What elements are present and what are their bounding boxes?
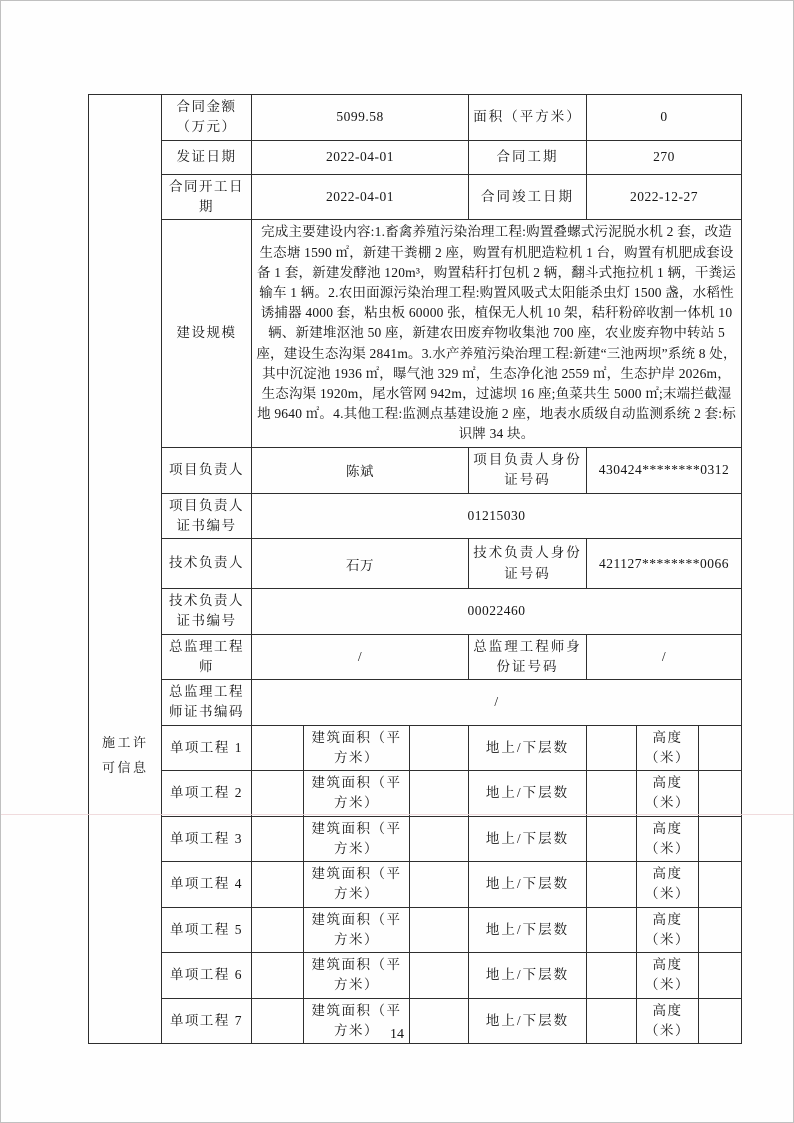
unit-project-name-value xyxy=(252,907,304,953)
unit-project-area-label: 建筑面积（平方米） xyxy=(304,953,410,999)
unit-project-area-label: 建筑面积（平方米） xyxy=(304,816,410,862)
contract-duration-value: 270 xyxy=(587,140,742,174)
unit-project-height-value xyxy=(699,771,742,817)
unit-project-row xyxy=(89,771,742,817)
unit-project-label: 单项工程 4 xyxy=(162,862,252,908)
unit-project-name-value xyxy=(252,725,304,771)
unit-project-height-value xyxy=(699,953,742,999)
unit-project-floors-value xyxy=(587,771,637,817)
chief-supervisor-id-label: 总监理工程师身份证号码 xyxy=(469,634,587,680)
unit-project-area-value xyxy=(410,907,469,953)
scale-value: 完成主要建设内容:1.畜禽养殖污染治理工程:购置叠螺式污泥脱水机 2 套，改造生态塘 1590 ㎡，新建干粪棚 2 座，购置有机肥造粒机 1 台，购置有机肥成套设备 1 套，新建发酵池 120m³，购置秸秆打包机 2 辆，翻斗式拖拉机 1 辆，干粪运输车 1 辆。2.农田面源污染治理工程:购置风吸式太阳能杀虫灯 1500 盏，水稻性诱捕器 4000 套，粘虫板 60000 张，植保无人机 10 架，秸秆粉碎收割一体机 10 辆、新建堆沤池 50 座，新建农田废弃物收集池 700 座，农业废弃物中转站 5 座，建设生态沟渠 2841m。3.水产养殖污染治理工程:新建“三池两坝”系统 8 处，其中沉淀池 1936 ㎡，曝气池 329 ㎡，生态净化池 2559 ㎡，生态护岸 2026m，生态沟渠 1920m，尾水管网 942m，过滤坝 16 座;鱼菜共生 5000 ㎡;末端拦截湿地 9640 ㎡。4.其他工程:监测点基建设施 2 座，地表水质级自动监测系统 2 套:标识牌 34 块。 xyxy=(252,220,742,448)
unit-project-area-value xyxy=(410,771,469,817)
unit-project-height-label: 高度（米） xyxy=(637,862,699,908)
construction-permit-table xyxy=(88,94,742,1044)
unit-project-label: 单项工程 3 xyxy=(162,816,252,862)
contract-amount-label: 合同金额（万元） xyxy=(162,95,252,141)
unit-project-height-value xyxy=(699,907,742,953)
unit-project-floors-value xyxy=(587,725,637,771)
unit-project-floors-label: 地上/下层数 xyxy=(469,998,587,1044)
unit-project-area-label: 建筑面积（平方米） xyxy=(304,725,410,771)
unit-project-floors-value xyxy=(587,816,637,862)
table-row xyxy=(89,634,742,680)
unit-project-name-value xyxy=(252,816,304,862)
table-row xyxy=(89,140,742,174)
tech-manager-cert-label: 技术负责人证书编号 xyxy=(162,589,252,635)
table-row xyxy=(89,493,742,539)
unit-project-floors-value xyxy=(587,862,637,908)
project-manager-label: 项目负责人 xyxy=(162,448,252,494)
chief-supervisor-label: 总监理工程师 xyxy=(162,634,252,680)
unit-project-floors-value xyxy=(587,907,637,953)
unit-project-height-value xyxy=(699,725,742,771)
unit-project-name-value xyxy=(252,862,304,908)
scale-label: 建设规模 xyxy=(162,220,252,448)
project-manager-cert-label: 项目负责人证书编号 xyxy=(162,493,252,539)
unit-project-floors-label: 地上/下层数 xyxy=(469,771,587,817)
unit-project-area-value xyxy=(410,725,469,771)
chief-supervisor-value: / xyxy=(252,634,469,680)
unit-project-floors-label: 地上/下层数 xyxy=(469,725,587,771)
contract-amount-value: 5099.58 xyxy=(252,95,469,141)
issue-date-value: 2022-04-01 xyxy=(252,140,469,174)
unit-project-area-value xyxy=(410,953,469,999)
unit-project-row xyxy=(89,953,742,999)
chief-supervisor-id-value: / xyxy=(587,634,742,680)
unit-project-area-value xyxy=(410,816,469,862)
chief-supervisor-cert-value: / xyxy=(252,680,742,726)
table-row xyxy=(89,680,742,726)
unit-project-floors-label: 地上/下层数 xyxy=(469,862,587,908)
table-row xyxy=(89,539,742,589)
unit-project-height-value xyxy=(699,816,742,862)
unit-project-row xyxy=(89,725,742,771)
unit-project-height-label: 高度（米） xyxy=(637,816,699,862)
tech-manager-id-value: 421127********0066 xyxy=(587,539,742,589)
tech-manager-label: 技术负责人 xyxy=(162,539,252,589)
unit-project-area-value xyxy=(410,862,469,908)
issue-date-label: 发证日期 xyxy=(162,140,252,174)
unit-project-area-label: 建筑面积（平方米） xyxy=(304,907,410,953)
unit-project-floors-value xyxy=(587,953,637,999)
tech-manager-id-label: 技术负责人身份证号码 xyxy=(469,539,587,589)
unit-project-area-label: 建筑面积（平方米） xyxy=(304,862,410,908)
unit-project-height-value xyxy=(699,862,742,908)
scan-artifact-line xyxy=(1,814,793,815)
table-row xyxy=(89,220,742,448)
area-value: 0 xyxy=(587,95,742,141)
table-row xyxy=(89,174,742,220)
contract-end-label: 合同竣工日期 xyxy=(469,174,587,220)
contract-end-value: 2022-12-27 xyxy=(587,174,742,220)
unit-project-height-label: 高度（米） xyxy=(637,771,699,817)
unit-project-label: 单项工程 7 xyxy=(162,998,252,1044)
contract-start-label: 合同开工日期 xyxy=(162,174,252,220)
unit-project-row xyxy=(89,816,742,862)
unit-project-label: 单项工程 6 xyxy=(162,953,252,999)
unit-project-floors-label: 地上/下层数 xyxy=(469,907,587,953)
unit-project-height-label: 高度（米） xyxy=(637,725,699,771)
chief-supervisor-cert-label: 总监理工程师证书编码 xyxy=(162,680,252,726)
contract-duration-label: 合同工期 xyxy=(469,140,587,174)
unit-project-area-label: 建筑面积（平方米） xyxy=(304,771,410,817)
unit-project-row xyxy=(89,907,742,953)
unit-project-name-value xyxy=(252,953,304,999)
unit-project-height-label: 高度（米） xyxy=(637,907,699,953)
unit-project-floors-label: 地上/下层数 xyxy=(469,816,587,862)
unit-project-height-label: 高度（米） xyxy=(637,998,699,1044)
section-label: 施工许可信息 xyxy=(102,735,149,775)
project-manager-cert-value: 01215030 xyxy=(252,493,742,539)
contract-start-value: 2022-04-01 xyxy=(252,174,469,220)
tech-manager-cert-value: 00022460 xyxy=(252,589,742,635)
project-manager-id-label: 项目负责人身份证号码 xyxy=(469,448,587,494)
unit-project-label: 单项工程 5 xyxy=(162,907,252,953)
unit-project-label: 单项工程 2 xyxy=(162,771,252,817)
tech-manager-value: 石万 xyxy=(252,539,469,589)
unit-project-row xyxy=(89,862,742,908)
project-manager-id-value: 430424********0312 xyxy=(587,448,742,494)
unit-project-height-label: 高度（米） xyxy=(637,953,699,999)
unit-project-area-label: 建筑面积（平方米） xyxy=(304,998,410,1044)
page-number: 14 xyxy=(390,1027,404,1042)
unit-project-floors-label: 地上/下层数 xyxy=(469,953,587,999)
area-label: 面积（平方米） xyxy=(469,95,587,141)
table-row xyxy=(89,95,742,141)
project-manager-value: 陈斌 xyxy=(252,448,469,494)
table-row xyxy=(89,589,742,635)
section-label-cell xyxy=(89,95,162,1044)
unit-project-label: 单项工程 1 xyxy=(162,725,252,771)
unit-project-name-value xyxy=(252,771,304,817)
table-row xyxy=(89,448,742,494)
